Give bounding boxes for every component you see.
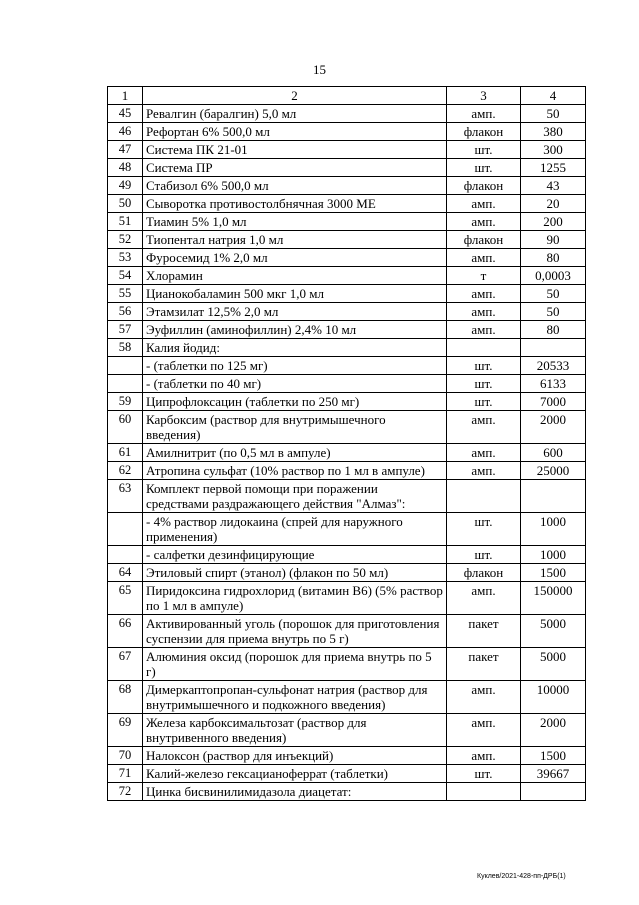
- table-row: [108, 195, 586, 213]
- quantity-cell: 1500: [521, 564, 586, 582]
- unit-cell: амп.: [447, 105, 521, 123]
- unit-cell: шт.: [447, 357, 521, 375]
- item-name-cell: - 4% раствор лидокаина (спрей для наружного применения): [143, 513, 447, 546]
- quantity-cell: 50: [521, 285, 586, 303]
- table-row: [108, 480, 586, 513]
- item-name-cell: Комплект первой помощи при поражении средствами раздражающего действия "Алмаз":: [143, 480, 447, 513]
- row-number-cell: [108, 546, 143, 564]
- unit-cell: флакон: [447, 177, 521, 195]
- unit-cell: амп.: [447, 681, 521, 714]
- quantity-cell: [521, 480, 586, 513]
- item-name-cell: Алюминия оксид (порошок для приема внутрь по 5 г): [143, 648, 447, 681]
- table-row: [108, 357, 586, 375]
- unit-cell: шт.: [447, 141, 521, 159]
- table-row: [108, 231, 586, 249]
- quantity-cell: 50: [521, 303, 586, 321]
- row-number-cell: 54: [108, 267, 143, 285]
- item-name-cell: Тиопентал натрия 1,0 мл: [143, 231, 447, 249]
- table-row: [108, 321, 586, 339]
- unit-cell: шт.: [447, 375, 521, 393]
- table-row: [108, 123, 586, 141]
- item-name-cell: Сыворотка противостолбнячная 3000 МЕ: [143, 195, 447, 213]
- quantity-cell: 10000: [521, 681, 586, 714]
- table-row: [108, 285, 586, 303]
- quantity-cell: 20533: [521, 357, 586, 375]
- item-name-cell: Рефортан 6% 500,0 мл: [143, 123, 447, 141]
- quantity-cell: 20: [521, 195, 586, 213]
- quantity-cell: 2000: [521, 714, 586, 747]
- table-row: [108, 339, 586, 357]
- item-name-cell: Активированный уголь (порошок для приготовления суспензии для приема внутрь по 5 г): [143, 615, 447, 648]
- quantity-cell: 1500: [521, 747, 586, 765]
- table-row: [108, 714, 586, 747]
- quantity-cell: 1255: [521, 159, 586, 177]
- row-number-cell: 49: [108, 177, 143, 195]
- table-row: [108, 267, 586, 285]
- unit-cell: флакон: [447, 231, 521, 249]
- quantity-cell: 150000: [521, 582, 586, 615]
- table-row: [108, 213, 586, 231]
- quantity-cell: 300: [521, 141, 586, 159]
- row-number-cell: 67: [108, 648, 143, 681]
- unit-cell: флакон: [447, 123, 521, 141]
- unit-cell: амп.: [447, 462, 521, 480]
- quantity-cell: 1000: [521, 513, 586, 546]
- quantity-cell: 5000: [521, 615, 586, 648]
- unit-cell: амп.: [447, 747, 521, 765]
- item-name-cell: Ципрофлоксацин (таблетки по 250 мг): [143, 393, 447, 411]
- row-number-cell: [108, 513, 143, 546]
- row-number-cell: 46: [108, 123, 143, 141]
- row-number-cell: 63: [108, 480, 143, 513]
- item-name-cell: - (таблетки по 125 мг): [143, 357, 447, 375]
- quantity-cell: 600: [521, 444, 586, 462]
- quantity-cell: 380: [521, 123, 586, 141]
- unit-cell: амп.: [447, 213, 521, 231]
- row-number-cell: 57: [108, 321, 143, 339]
- item-name-cell: Система ПК 21-01: [143, 141, 447, 159]
- unit-cell: [447, 480, 521, 513]
- unit-cell: амп.: [447, 444, 521, 462]
- table-row: [108, 375, 586, 393]
- item-name-cell: Атропина сульфат (10% раствор по 1 мл в ампуле): [143, 462, 447, 480]
- row-number-cell: 51: [108, 213, 143, 231]
- table-row: [108, 546, 586, 564]
- item-name-cell: Тиамин 5% 1,0 мл: [143, 213, 447, 231]
- table-row: [108, 303, 586, 321]
- table-row: [108, 444, 586, 462]
- table-row: [108, 177, 586, 195]
- unit-cell: амп.: [447, 249, 521, 267]
- row-number-cell: 59: [108, 393, 143, 411]
- table-row: [108, 564, 586, 582]
- quantity-cell: 5000: [521, 648, 586, 681]
- unit-cell: шт.: [447, 546, 521, 564]
- item-name-cell: Железа карбоксимальтозат (раствор для внутривенного введения): [143, 714, 447, 747]
- unit-cell: амп.: [447, 195, 521, 213]
- unit-cell: т: [447, 267, 521, 285]
- table-row: [108, 105, 586, 123]
- item-name-cell: Цинка бисвинилимидазола диацетат:: [143, 783, 447, 801]
- quantity-cell: 80: [521, 249, 586, 267]
- row-number-cell: 60: [108, 411, 143, 444]
- quantity-cell: 200: [521, 213, 586, 231]
- row-number-cell: 56: [108, 303, 143, 321]
- item-name-cell: Амилнитрит (по 0,5 мл в ампуле): [143, 444, 447, 462]
- header-cell-3: 3: [447, 87, 521, 105]
- table-row: [108, 648, 586, 681]
- quantity-cell: 39667: [521, 765, 586, 783]
- quantity-cell: 6133: [521, 375, 586, 393]
- header-cell-2: 2: [143, 87, 447, 105]
- table-row: [108, 462, 586, 480]
- supplies-table: [107, 86, 586, 801]
- quantity-cell: [521, 339, 586, 357]
- quantity-cell: 50: [521, 105, 586, 123]
- row-number-cell: 70: [108, 747, 143, 765]
- item-name-cell: Этиловый спирт (этанол) (флакон по 50 мл): [143, 564, 447, 582]
- item-name-cell: Калия йодид:: [143, 339, 447, 357]
- supplies-table-body: [108, 87, 586, 801]
- quantity-cell: [521, 783, 586, 801]
- item-name-cell: Система ПР: [143, 159, 447, 177]
- item-name-cell: Этамзилат 12,5% 2,0 мл: [143, 303, 447, 321]
- header-cell-4: 4: [521, 87, 586, 105]
- unit-cell: амп.: [447, 714, 521, 747]
- row-number-cell: 52: [108, 231, 143, 249]
- unit-cell: шт.: [447, 393, 521, 411]
- item-name-cell: Эуфиллин (аминофиллин) 2,4% 10 мл: [143, 321, 447, 339]
- row-number-cell: 62: [108, 462, 143, 480]
- item-name-cell: Фуросемид 1% 2,0 мл: [143, 249, 447, 267]
- quantity-cell: 90: [521, 231, 586, 249]
- unit-cell: шт.: [447, 765, 521, 783]
- quantity-cell: 80: [521, 321, 586, 339]
- row-number-cell: 66: [108, 615, 143, 648]
- unit-cell: амп.: [447, 411, 521, 444]
- unit-cell: пакет: [447, 615, 521, 648]
- table-row: [108, 582, 586, 615]
- row-number-cell: 71: [108, 765, 143, 783]
- row-number-cell: 55: [108, 285, 143, 303]
- table-row: [108, 765, 586, 783]
- table-row: [108, 249, 586, 267]
- item-name-cell: Пиридоксина гидрохлорид (витамин В6) (5% раствор по 1 мл в ампуле): [143, 582, 447, 615]
- unit-cell: [447, 783, 521, 801]
- item-name-cell: - салфетки дезинфицирующие: [143, 546, 447, 564]
- table-row: [108, 159, 586, 177]
- table-row: [108, 747, 586, 765]
- unit-cell: амп.: [447, 303, 521, 321]
- table-row: [108, 141, 586, 159]
- row-number-cell: 47: [108, 141, 143, 159]
- item-name-cell: - (таблетки по 40 мг): [143, 375, 447, 393]
- row-number-cell: 72: [108, 783, 143, 801]
- item-name-cell: Карбоксим (раствор для внутримышечного введения): [143, 411, 447, 444]
- row-number-cell: 65: [108, 582, 143, 615]
- quantity-cell: 25000: [521, 462, 586, 480]
- table-row: [108, 783, 586, 801]
- table-row: [108, 411, 586, 444]
- item-name-cell: Ревалгин (баралгин) 5,0 мл: [143, 105, 447, 123]
- unit-cell: амп.: [447, 582, 521, 615]
- item-name-cell: Цианокобаламин 500 мкг 1,0 мл: [143, 285, 447, 303]
- row-number-cell: 69: [108, 714, 143, 747]
- item-name-cell: Калий-железо гексацианоферрат (таблетки): [143, 765, 447, 783]
- row-number-cell: 48: [108, 159, 143, 177]
- quantity-cell: 7000: [521, 393, 586, 411]
- item-name-cell: Димеркаптопропан-сульфонат натрия (раствор для внутримышечного и подкожного введения): [143, 681, 447, 714]
- page-number: 15: [313, 62, 326, 77]
- quantity-cell: 0,0003: [521, 267, 586, 285]
- unit-cell: шт.: [447, 513, 521, 546]
- unit-cell: [447, 339, 521, 357]
- table-row: [108, 615, 586, 648]
- row-number-cell: 45: [108, 105, 143, 123]
- unit-cell: амп.: [447, 321, 521, 339]
- quantity-cell: 43: [521, 177, 586, 195]
- row-number-cell: [108, 357, 143, 375]
- unit-cell: пакет: [447, 648, 521, 681]
- row-number-cell: 68: [108, 681, 143, 714]
- quantity-cell: 2000: [521, 411, 586, 444]
- table-row: [108, 681, 586, 714]
- unit-cell: амп.: [447, 285, 521, 303]
- item-name-cell: Стабизол 6% 500,0 мл: [143, 177, 447, 195]
- row-number-cell: 64: [108, 564, 143, 582]
- header-cell-1: 1: [108, 87, 143, 105]
- row-number-cell: 50: [108, 195, 143, 213]
- document-code: Куклев/2021-428-пп-ДРБ(1): [477, 873, 566, 880]
- row-number-cell: 53: [108, 249, 143, 267]
- unit-cell: шт.: [447, 159, 521, 177]
- row-number-cell: 58: [108, 339, 143, 357]
- table-header-row: [108, 87, 586, 105]
- unit-cell: флакон: [447, 564, 521, 582]
- table-row: [108, 513, 586, 546]
- row-number-cell: [108, 375, 143, 393]
- item-name-cell: Налоксон (раствор для инъекций): [143, 747, 447, 765]
- item-name-cell: Хлорамин: [143, 267, 447, 285]
- table-row: [108, 393, 586, 411]
- row-number-cell: 61: [108, 444, 143, 462]
- quantity-cell: 1000: [521, 546, 586, 564]
